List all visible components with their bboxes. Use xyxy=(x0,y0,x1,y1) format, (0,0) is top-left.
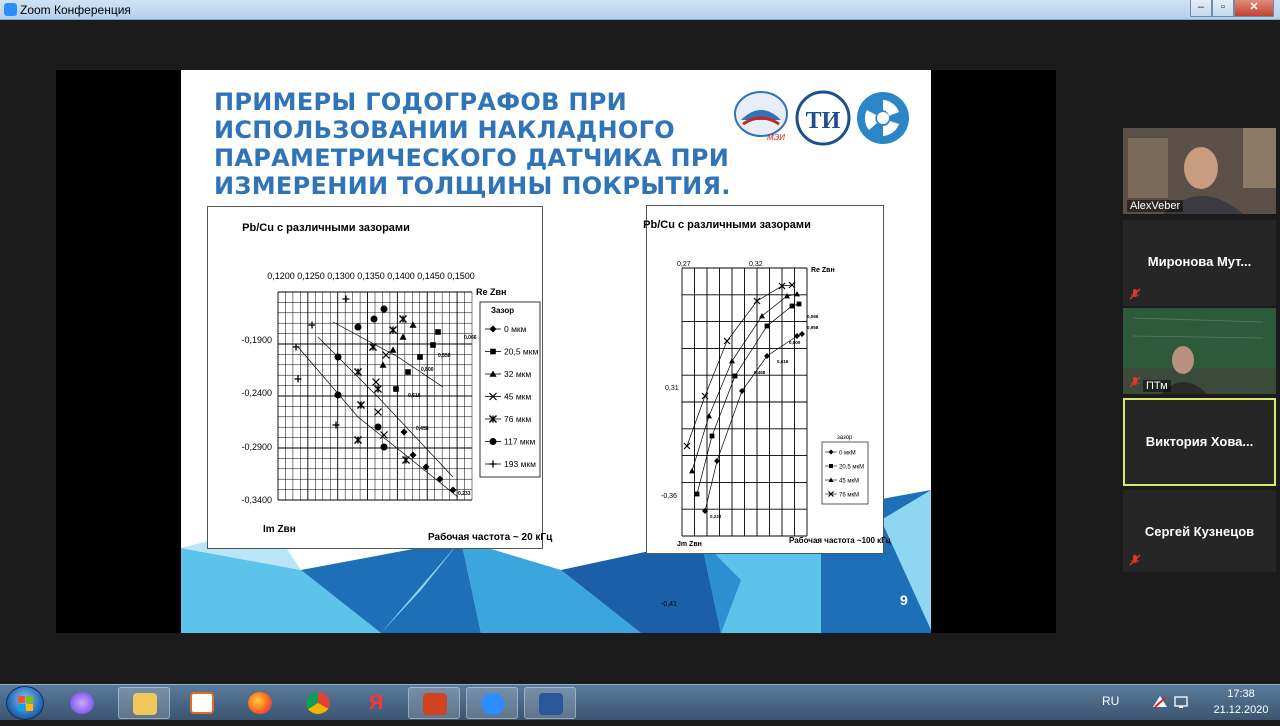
data-marker xyxy=(371,316,378,323)
data-marker xyxy=(401,429,408,436)
data-marker xyxy=(435,329,441,335)
clock-date[interactable]: 21.12.2020 xyxy=(1213,704,1269,716)
data-marker xyxy=(390,347,397,353)
point-label: 0,458 xyxy=(754,370,766,375)
x-tick-label: 0,27 xyxy=(677,261,691,268)
participant-tile-active-speaker[interactable] xyxy=(1123,398,1276,486)
legend-entry: 117 мкм xyxy=(504,436,536,447)
participant-tile[interactable] xyxy=(1123,220,1276,306)
ti-logo xyxy=(795,90,851,146)
hodograph-chart-100khz xyxy=(643,205,891,608)
legend-entry: 45 мкМ xyxy=(839,478,860,485)
legend-entry: 20,5 мкм xyxy=(504,346,539,357)
data-markers xyxy=(293,296,457,494)
taskbar-powerpoint[interactable] xyxy=(408,687,460,719)
x-tick-label: 0,1500 xyxy=(447,271,475,281)
taskbar-yandex[interactable] xyxy=(350,687,402,719)
folder-icon xyxy=(133,693,157,715)
data-marker xyxy=(733,374,738,379)
taskbar-explorer[interactable] xyxy=(118,687,170,719)
point-label: 0,458 xyxy=(416,426,429,432)
volume-icon[interactable] xyxy=(1174,695,1190,709)
chart-grid xyxy=(682,268,807,536)
data-marker xyxy=(335,392,342,399)
system-tray xyxy=(1090,685,1280,721)
university-logo xyxy=(733,90,789,142)
legend-entry: 0 мкМ xyxy=(839,450,856,457)
x-tick-label: 0,32 xyxy=(749,261,763,268)
powerpoint-icon xyxy=(423,693,447,715)
logo1-text: МЭИ xyxy=(767,133,785,142)
x-tick-label: 0,1250 xyxy=(297,271,325,281)
taskbar-zoom[interactable] xyxy=(466,687,518,719)
point-labels xyxy=(710,314,819,519)
data-marker xyxy=(437,476,444,483)
x-tick-label: 0,1350 xyxy=(357,271,385,281)
windows-logo-icon xyxy=(7,687,45,721)
window-titlebar xyxy=(0,0,1280,20)
participant-tile[interactable] xyxy=(1123,128,1276,214)
slide-title-line: ИЗМЕРЕНИИ ТОЛЩИНЫ ПОКРЫТИЯ. xyxy=(214,172,731,200)
chart-footer: Рабочая частота ~100 кГц xyxy=(789,536,891,545)
word-icon xyxy=(539,693,563,715)
y-tick-label: -0,41 xyxy=(661,601,677,608)
yandex-icon: Я xyxy=(368,692,384,714)
point-label: 0,558 xyxy=(438,353,451,359)
legend-title: Зазор xyxy=(491,306,515,315)
windows-taskbar xyxy=(0,684,1280,720)
data-marker xyxy=(333,422,340,429)
data-marker xyxy=(375,409,382,416)
slide-title-line: ПАРАМЕТРИЧЕСКОГО ДАТЧИКА ПРИ xyxy=(214,144,730,172)
legend-entry: 76 мкМ xyxy=(839,492,860,499)
data-marker xyxy=(829,464,833,468)
data-marker xyxy=(403,457,410,464)
media-player-icon xyxy=(190,692,214,714)
chart-title: Pb/Cu с различными зазорами xyxy=(242,222,410,234)
point-label: 0,616 xyxy=(408,393,421,399)
data-marker xyxy=(450,487,457,494)
window-title: Zoom Конференция xyxy=(20,3,131,17)
x-tick-label: 0,1300 xyxy=(327,271,355,281)
start-button[interactable] xyxy=(6,686,44,720)
chrome-icon xyxy=(306,692,330,714)
data-marker xyxy=(417,354,423,360)
action-center-icon[interactable] xyxy=(1152,695,1168,709)
mic-muted-icon xyxy=(1129,376,1141,388)
participant-name: Виктория Хова... xyxy=(1145,434,1254,449)
point-label: 0,066 xyxy=(464,335,477,341)
participant-tile[interactable] xyxy=(1123,308,1276,394)
mic-muted-icon xyxy=(1129,554,1141,566)
legend-entry: 193 мкм xyxy=(504,459,536,469)
legend-entry: 20,5 мкМ xyxy=(839,464,865,471)
data-marker xyxy=(684,443,690,449)
data-marker xyxy=(355,324,362,331)
data-marker xyxy=(381,444,388,451)
taskbar-media-player[interactable] xyxy=(176,687,228,719)
data-marker xyxy=(765,324,770,329)
data-marker xyxy=(400,316,407,323)
zoom-icon xyxy=(481,693,505,715)
y-tick-label: 0,31 xyxy=(665,385,679,392)
y-tick-label: -0,1900 xyxy=(241,335,272,345)
data-marker xyxy=(405,369,411,375)
data-marker xyxy=(695,492,700,497)
y-tick-label: -0,36 xyxy=(661,493,677,500)
data-marker xyxy=(797,302,802,307)
data-marker xyxy=(343,296,350,303)
data-marker xyxy=(400,334,407,340)
data-marker xyxy=(729,358,735,363)
point-label: 0,066 xyxy=(807,314,819,319)
logo2-text: ТИ xyxy=(805,108,841,134)
legend-entry: 0 мкм xyxy=(504,324,527,334)
chart-title: Pb/Cu с различными зазорами xyxy=(643,219,811,231)
taskbar-word[interactable] xyxy=(524,687,576,719)
chart-footer: Рабочая частота ~ 20 кГц xyxy=(428,532,553,543)
participant-name: AlexVeber xyxy=(1127,200,1183,212)
data-marker xyxy=(410,452,417,459)
point-label: 0,800 xyxy=(789,340,801,345)
taskbar-chrome[interactable] xyxy=(292,687,344,719)
y-axis-label: Jm Zвн xyxy=(677,541,702,548)
zoom-app-icon xyxy=(4,3,17,16)
participant-name: ПТм xyxy=(1143,380,1171,392)
shared-slide xyxy=(181,70,931,633)
y-tick-labels xyxy=(241,335,272,505)
rosatom-logo xyxy=(855,90,911,146)
slide-title-line: ИСПОЛЬЗОВАНИИ НАКЛАДНОГО xyxy=(214,116,675,144)
participant-name: Сергей Кузнецов xyxy=(1144,524,1255,539)
data-marker xyxy=(293,344,300,351)
point-label: 0,800 xyxy=(421,367,434,373)
participant-tile[interactable] xyxy=(1123,490,1276,572)
x-axis-label: Re Zвн xyxy=(811,267,835,274)
taskbar-alice[interactable] xyxy=(56,687,108,719)
x-axis-label: Re Zвн xyxy=(476,287,507,297)
legend-title: зазор xyxy=(837,435,853,441)
point-label: 0,233 xyxy=(458,491,471,497)
legend-entry: 76 мкм xyxy=(504,414,532,424)
data-marker xyxy=(381,306,388,313)
data-marker xyxy=(355,369,362,376)
taskbar-firefox[interactable] xyxy=(234,687,286,719)
close-button[interactable]: ✕ xyxy=(1234,0,1274,17)
data-marker xyxy=(309,322,316,329)
data-marker xyxy=(490,438,497,445)
data-marker xyxy=(759,313,765,318)
data-marker xyxy=(410,322,417,328)
minimize-button[interactable]: – xyxy=(1190,0,1212,17)
y-tick-label: -0,2400 xyxy=(241,388,272,398)
data-marker xyxy=(710,434,715,439)
legend-entry: 32 мкм xyxy=(504,369,532,379)
data-marker xyxy=(355,437,362,444)
hodograph-chart-20khz xyxy=(207,206,553,549)
y-axis-label: Im Zвн xyxy=(263,524,296,535)
window-controls xyxy=(1190,0,1274,17)
data-marker xyxy=(375,386,382,393)
data-marker xyxy=(390,327,397,334)
data-marker xyxy=(335,354,342,361)
slide-title-line: ПРИМЕРЫ ГОДОГРАФОВ ПРИ xyxy=(214,88,627,116)
mic-muted-icon xyxy=(1129,288,1141,300)
hodograph-curves xyxy=(298,322,458,497)
point-label: 0,616 xyxy=(777,359,789,364)
y-tick-label: -0,2900 xyxy=(241,442,272,452)
point-label: 0,233 xyxy=(710,514,722,519)
x-tick-label: 0,1400 xyxy=(387,271,415,281)
data-marker xyxy=(393,386,399,392)
data-marker xyxy=(358,402,365,409)
language-indicator[interactable]: RU xyxy=(1102,694,1120,708)
legend-entry: 45 мкм xyxy=(504,391,532,402)
x-tick-label: 0,1200 xyxy=(267,271,295,281)
slide-number: 9 xyxy=(900,592,908,608)
firefox-icon xyxy=(248,692,272,714)
y-tick-label: -0,3400 xyxy=(241,495,272,505)
data-marker xyxy=(373,379,380,386)
x-tick-labels xyxy=(267,271,475,281)
data-marker xyxy=(370,344,377,351)
chart-grid xyxy=(278,292,472,500)
participant-name: Миронова Мут... xyxy=(1147,254,1252,269)
data-marker xyxy=(490,349,496,355)
point-label: 0,958 xyxy=(807,325,819,330)
data-marker xyxy=(375,424,382,431)
slide-title xyxy=(214,88,731,200)
data-marker xyxy=(383,352,390,359)
x-tick-label: 0,1450 xyxy=(417,271,445,281)
data-marker xyxy=(724,338,730,344)
clock-time[interactable]: 17:38 xyxy=(1227,688,1255,700)
data-marker xyxy=(799,331,805,337)
data-marker xyxy=(790,304,795,309)
data-marker xyxy=(430,342,436,348)
maximize-button[interactable]: ▫ xyxy=(1212,0,1234,17)
alice-icon xyxy=(70,692,94,714)
